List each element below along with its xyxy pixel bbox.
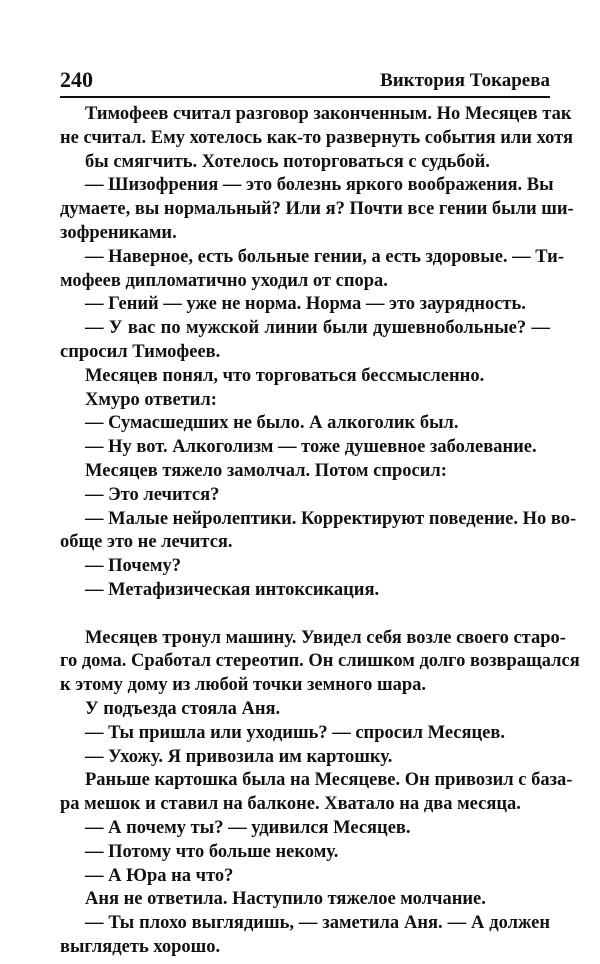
text-line: — А почему ты? — удивился Месяцев.: [85, 817, 411, 838]
text-line: — Ты плохо выглядишь, — заметила Аня. — А должен: [85, 913, 550, 934]
text-line: — Гений — уже не норма. Норма — это заурядность.: [85, 294, 526, 315]
section-break: [60, 603, 550, 627]
text-line: — Сумасшедших не было. А алкоголик был.: [85, 413, 459, 434]
page-number: 240: [60, 67, 93, 92]
text-line: Раньше картошка была на Месяцеве. Он привозил с база-: [85, 770, 573, 791]
text-line: не считал. Ему хотелось как-то развернуть события или хотя: [60, 127, 573, 148]
body-text: [60, 103, 580, 960]
text-line: ра мешок и ставил на балконе. Хватало на два месяца.: [60, 794, 521, 815]
text-line: — Это лечится?: [85, 484, 220, 505]
text-line: — Потому что больше некому.: [85, 841, 339, 862]
text-line: Тимофеев считал разговор законченным. Но Месяцев так: [85, 104, 572, 124]
text-line: думаете, вы нормальный? Или я? Почти все гении были ши-: [60, 199, 574, 220]
text-line: спросил Тимофеев.: [60, 341, 221, 362]
page-header: [60, 68, 550, 94]
running-head: Виктория Токарева: [380, 70, 550, 91]
text-line: обще это не лечится.: [60, 532, 233, 553]
text-line: — Наверное, есть больные гении, а есть здоровые. — Ти-: [85, 246, 565, 267]
text-line: — А Юра на что?: [85, 865, 234, 886]
text-line: Месяцев тяжело замолчал. Потом спросил:: [85, 460, 447, 481]
text-line: к этому дому из любой точки земного шара.: [60, 675, 426, 696]
text-line: зофрениками.: [60, 222, 177, 243]
text-line: — Почему?: [85, 556, 182, 577]
text-line: — Метафизическая интоксикация.: [85, 579, 380, 600]
text-line: — Ну вот. Алкоголизм — тоже душевное заболевание.: [85, 437, 537, 458]
text-line: выглядеть хорошо.: [60, 936, 221, 957]
text-line: — Шизофрения — это болезнь яркого воображения. Вы: [85, 175, 554, 196]
text-line: Аня не ответила. Наступило тяжелое молчание.: [85, 889, 486, 910]
text-line: мофеев дипломатично уходил от спора.: [60, 270, 388, 291]
text-line: го дома. Сработал стереотип. Он слишком долго возвращался: [60, 651, 580, 672]
text-line: — Ты пришла или уходишь? — спросил Месяцев.: [85, 722, 505, 743]
text-line: Месяцев понял, что торговаться бессмысленно.: [85, 365, 485, 386]
text-line: Месяцев тронул машину. Увидел себя возле своего старо-: [85, 627, 566, 648]
header-rule: [60, 96, 550, 98]
text-line: Хмуро ответил:: [85, 389, 217, 410]
text-line: — Малые нейролептики. Корректируют поведение. Но во-: [85, 508, 577, 529]
text-line: У подъезда стояла Аня.: [85, 698, 281, 719]
text-line: — У вас по мужской линии были душевнобольные? —: [85, 318, 550, 339]
text-line: — Ухожу. Я привозила им картошку.: [85, 746, 393, 767]
text-line: бы смягчить. Хотелось поторговаться с судьбой.: [85, 151, 490, 172]
